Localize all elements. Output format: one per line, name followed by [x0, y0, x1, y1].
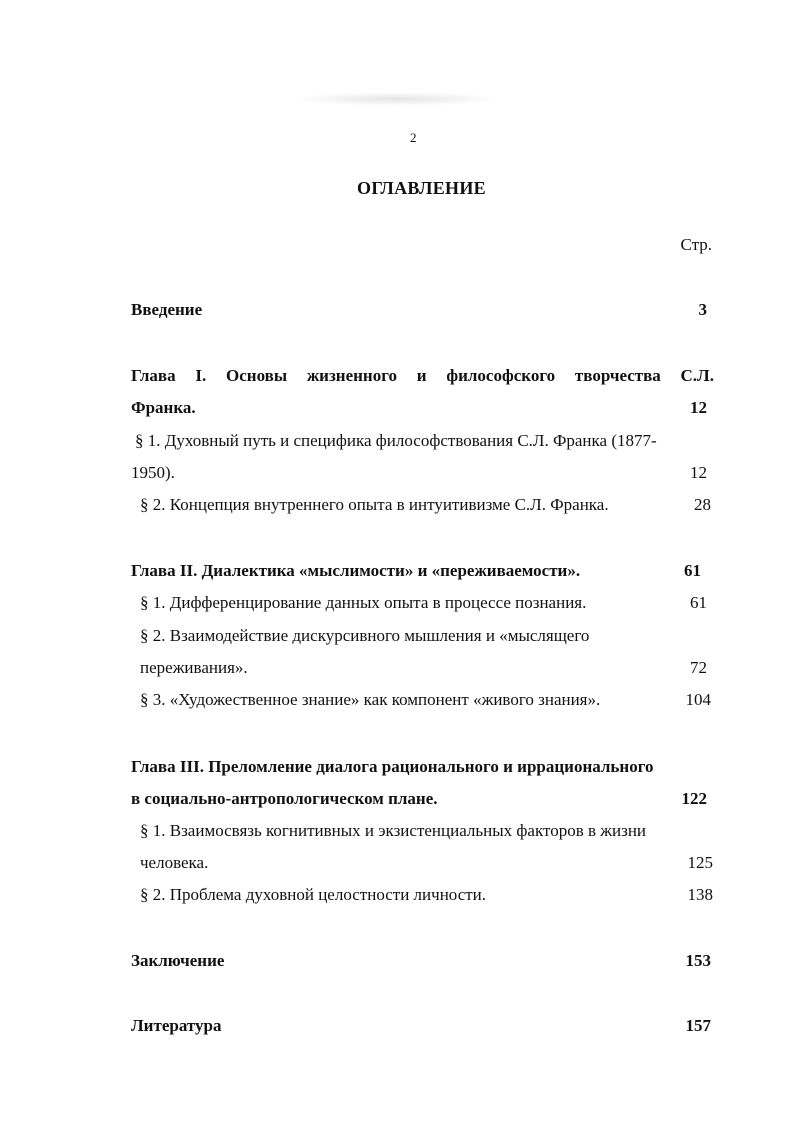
toc-chapter3-page: 122 — [681, 789, 707, 808]
toc-chapter2-section1-page: 61 — [690, 593, 707, 612]
toc-chapter1-word: Основы — [226, 366, 288, 385]
toc-chapter1-word: Глава — [131, 366, 176, 385]
toc-chapter2-section1: § 1. Дифференцирование данных опыта в процессе познания. — [140, 593, 587, 612]
toc-chapter3-section1-line1: § 1. Взаимосвязь когнитивных и экзистенциальных факторов в жизни — [140, 821, 647, 840]
toc-chapter1-word: и — [416, 366, 427, 385]
toc-chapter1-section2-page: 28 — [694, 495, 711, 514]
toc-chapter2-section2-line2: переживания». — [140, 658, 248, 677]
toc-chapter1-word: творчества — [574, 366, 661, 385]
toc-chapter1-word: С.Л. — [680, 366, 714, 385]
toc-chapter1-section1-page: 12 — [690, 463, 707, 482]
toc-chapter1-word: I. — [195, 366, 207, 385]
toc-chapter2-section3-page: 104 — [685, 690, 711, 709]
toc-chapter1-word: философского — [446, 366, 556, 385]
toc-chapter3-section1-line2: человека. — [140, 853, 209, 872]
toc-chapter2-title: Глава II. Диалектика «мыслимости» и «переживаемости». — [131, 561, 581, 580]
toc-chapter1-section1-line1: § 1. Духовный путь и специфика философствования С.Л. Франка (1877- — [135, 431, 657, 450]
toc-intro-label: Введение — [131, 300, 203, 319]
toc-chapter1-section2: § 2. Концепция внутреннего опыта в интуитивизме С.Л. Франка. — [140, 495, 609, 514]
toc-chapter1-section1-line2: 1950). — [131, 463, 175, 482]
toc-chapter2-section2-line1: § 2. Взаимодействие дискурсивного мышления и «мыслящего — [140, 626, 590, 645]
toc-chapter2-section3: § 3. «Художественное знание» как компонент «живого знания». — [140, 690, 601, 709]
toc-chapter3-title-line2: в социально-антропологическом плане. — [131, 789, 438, 808]
toc-literature-page: 157 — [685, 1016, 711, 1035]
page-title: ОГЛАВЛЕНИЕ — [357, 178, 486, 198]
toc-chapter1-title-line2: Франка. — [131, 398, 196, 417]
toc-chapter2-section2-page: 72 — [690, 658, 707, 677]
toc-intro-page: 3 — [698, 300, 707, 319]
toc-conclusion-page: 153 — [685, 951, 711, 970]
toc-chapter1-page: 12 — [690, 398, 707, 417]
toc-chapter3-section2-page: 138 — [687, 885, 713, 904]
pages-column-header: Стр. — [680, 235, 712, 254]
toc-literature-label: Литература — [131, 1016, 222, 1035]
toc-conclusion-label: Заключение — [131, 951, 225, 970]
toc-chapter3-title-line1: Глава III. Преломление диалога рационального и иррационального — [131, 757, 654, 776]
toc-chapter1-title-line1 — [131, 366, 714, 386]
scan-artifact — [292, 92, 502, 106]
toc-chapter1-word: жизненного — [306, 366, 398, 385]
toc-chapter2-page: 61 — [684, 561, 701, 580]
toc-chapter3-section2: § 2. Проблема духовной целостности личности. — [140, 885, 487, 904]
toc-chapter3-section1-page: 125 — [687, 853, 713, 872]
page-number: 2 — [410, 130, 417, 145]
